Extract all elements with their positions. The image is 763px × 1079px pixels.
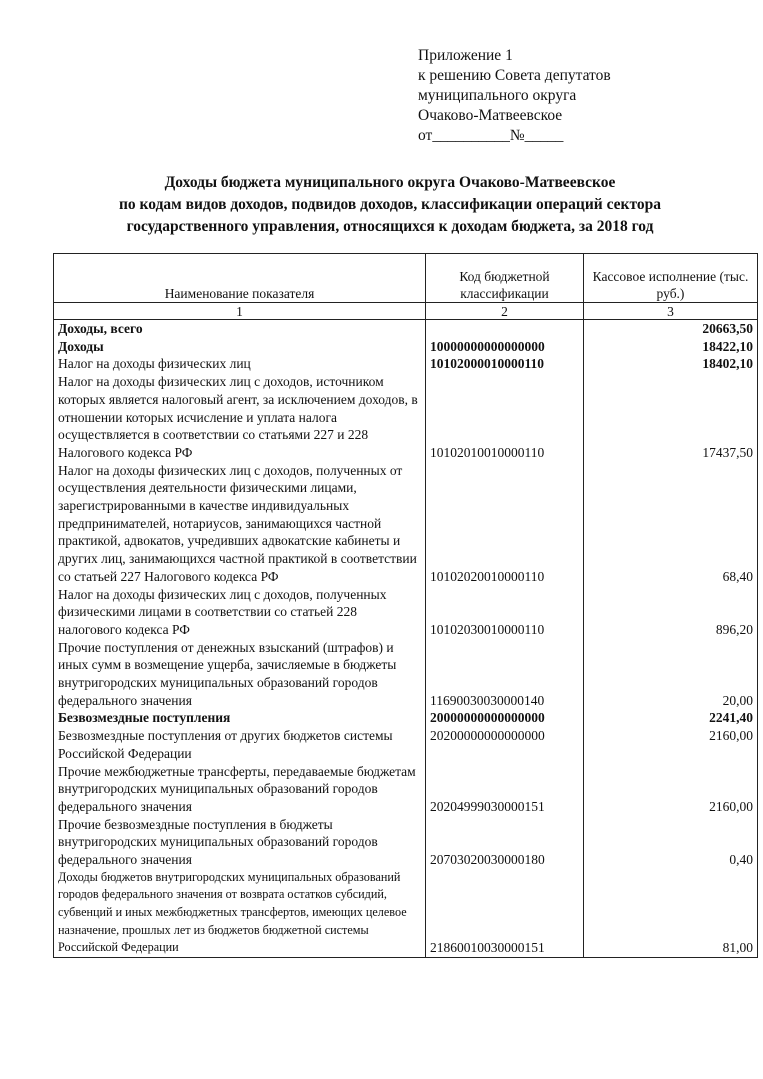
row-amount: 81,00 [584,869,758,957]
table-row [54,763,758,816]
row-code: 10000000000000000 [426,338,584,356]
annex-line: от__________№_____ [418,127,564,144]
annex-block [418,46,738,146]
row-amount: 2160,00 [584,763,758,816]
row-code: 20703020030000180 [426,816,584,869]
row-name: Прочие поступления от денежных взысканий (штрафов) и иных сумм в возмещение ущерба, зачисляемые в бюджеты внутригородских муниципальных образований городов федерального значения [54,639,426,710]
table-row [54,639,758,710]
table-row [54,355,758,373]
row-name: Налог на доходы физических лиц [54,355,426,373]
row-code: 10102000010000110 [426,355,584,373]
table-row [54,338,758,356]
table-row [54,462,758,586]
row-amount: 18402,10 [584,355,758,373]
annex-line: Очаково-Матвеевское [418,107,563,124]
table-row [54,869,758,957]
column-number: 1 [54,303,426,320]
revenue-table [53,253,758,958]
row-amount: 68,40 [584,462,758,586]
row-name: Доходы бюджетов внутригородских муниципальных образований городов федерального значения от возврата остатков субсидий, субвенций и иных межбюджетных трансфертов, имеющих целевое назначение, прошлых лет из бюджетов бюджетной системы Российской Федерации [54,869,426,957]
row-name: Налог на доходы физических лиц с доходов, полученных от осуществления деятельности физическими лицами, зарегистрированными в качестве индивидуальных предпринимателей, нотариусов, занимающихся частной практикой, адвокатов, учредивших адвокатские кабинеты и других лиц, занимающихся частной практикой в соответствии со статьей 227 Налогового кодекса РФ [54,462,426,586]
header-amount: Кассовое исполнение (тыс. руб.) [584,254,758,303]
annex-line: муниципального округа [418,87,577,104]
title-line: Доходы бюджета муниципального округа Очаково-Матвеевское [164,174,616,191]
row-name: Доходы [54,338,426,356]
header-code: Код бюджетной классификации [426,254,584,303]
header-name: Наименование показателя [54,254,426,303]
row-amount: 18422,10 [584,338,758,356]
row-name: Прочие безвозмездные поступления в бюджеты внутригородских муниципальных образований городов федерального значения [54,816,426,869]
row-code: 10102030010000110 [426,586,584,639]
row-name: Налог на доходы физических лиц с доходов, полученных физическими лицами в соответствии со статьей 228 налогового кодекса РФ [54,586,426,639]
column-number-row [54,303,758,320]
row-name: Безвозмездные поступления [54,709,426,727]
annex-line: Приложение 1 [418,47,513,64]
row-amount: 17437,50 [584,373,758,462]
row-amount: 0,40 [584,816,758,869]
row-amount: 20,00 [584,639,758,710]
title-line: по кодам видов доходов, подвидов доходов, классификации операций сектора [118,196,661,213]
title-line: государственного управления, относящихся к доходам бюджета, за 2018 год [126,218,654,235]
annex-line: к решению Совета депутатов [418,67,611,84]
row-amount: 2160,00 [584,727,758,762]
row-code: 10102010010000110 [426,373,584,462]
column-number: 2 [426,303,584,320]
table-row [54,373,758,462]
row-name: Безвозмездные поступления от других бюджетов системы Российской Федерации [54,727,426,762]
document-title [40,172,740,238]
table-row [54,586,758,639]
row-code: 11690030030000140 [426,639,584,710]
row-code: 21860010030000151 [426,869,584,957]
column-number: 3 [584,303,758,320]
row-code [426,320,584,338]
row-name: Доходы, всего [54,320,426,338]
table-body [54,320,758,958]
table-row [54,816,758,869]
table-header-row [54,254,758,303]
row-amount: 20663,50 [584,320,758,338]
row-code: 10102020010000110 [426,462,584,586]
row-name: Прочие межбюджетные трансферты, передаваемые бюджетам внутригородских муниципальных образований городов федерального значения [54,763,426,816]
row-code: 20000000000000000 [426,709,584,727]
row-code: 20200000000000000 [426,727,584,762]
row-amount: 896,20 [584,586,758,639]
table-row [54,727,758,762]
row-code: 20204999030000151 [426,763,584,816]
row-amount: 2241,40 [584,709,758,727]
row-name: Налог на доходы физических лиц с доходов, источником которых является налоговый агент, за исключением доходов, в отношении которых исчисление и уплата налога осуществляется в соответствии со статьями 227 и 228 Налогового кодекса РФ [54,373,426,462]
table-row [54,320,758,338]
table-row [54,709,758,727]
